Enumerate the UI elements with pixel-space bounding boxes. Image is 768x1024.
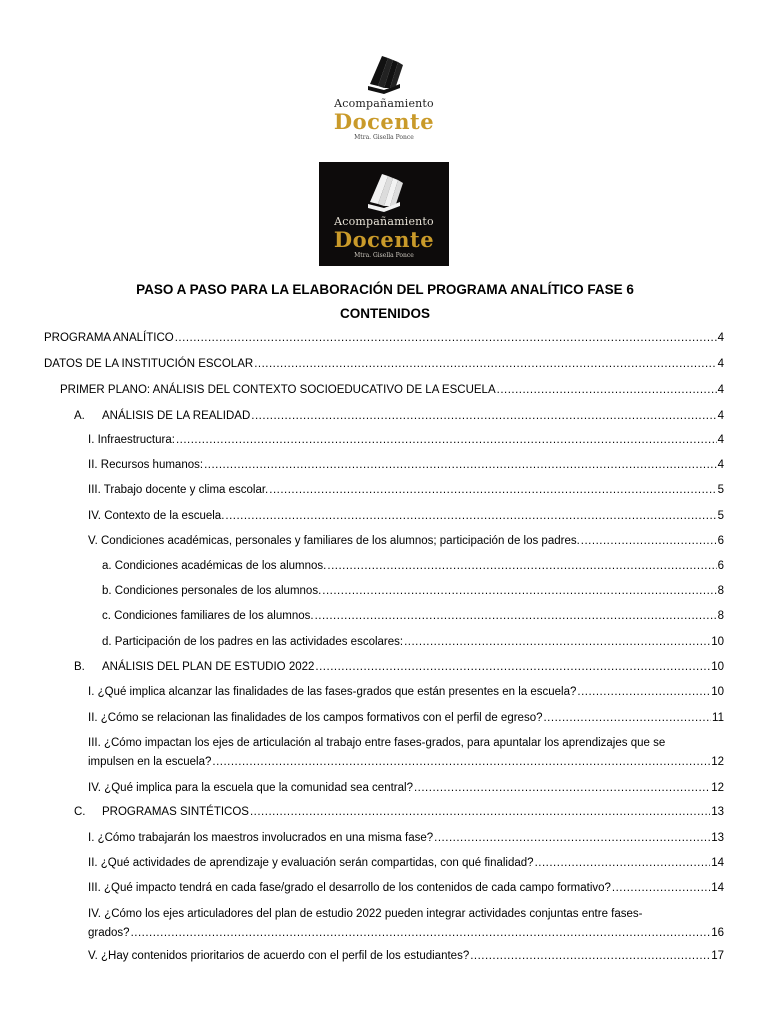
title-line1: PASO A PASO PARA LA ELABORACIÓN DEL PROGRAMA ANALÍTICO FASE 6 (136, 282, 634, 297)
toc-entry[interactable] (88, 880, 724, 896)
toc-entry-text: c. Condiciones familiares de los alumnos. (102, 610, 314, 622)
toc-entry[interactable] (102, 558, 724, 574)
toc-leader (315, 608, 717, 624)
toc-page-number: 14 (711, 882, 724, 894)
toc-entry[interactable] (88, 710, 724, 726)
toc-leader (470, 948, 710, 964)
toc-entry[interactable] (88, 432, 724, 448)
toc-page-number: 4 (717, 459, 724, 471)
toc-page-number: 4 (717, 332, 724, 344)
toc-entry-text: PROGRAMAS SINTÉTICOS (102, 806, 249, 818)
toc-leader (322, 583, 716, 599)
toc-entry[interactable] (88, 457, 724, 473)
toc-leader (176, 432, 717, 448)
toc-entry[interactable] (74, 804, 724, 820)
logo-line3: Mtra. Gisella Ponce (354, 134, 414, 141)
toc-entry-text: d. Participación de los padres en las actividades escolares: (102, 636, 404, 648)
book-icon (358, 50, 410, 96)
toc-entry[interactable] (60, 382, 724, 398)
toc-entry-text: II. Recursos humanos: (88, 459, 204, 471)
toc-section-marker: A. (74, 410, 85, 422)
toc-page-number: 4 (717, 358, 724, 370)
toc-entry-text: I. ¿Qué implica alcanzar las finalidades de las fases-grados que están presentes en la escuela? (88, 686, 577, 698)
toc-page-number: 13 (711, 832, 724, 844)
toc-entry-text: I. ¿Cómo trabajarán los maestros involucrados en una misma fase? (88, 832, 434, 844)
toc-page-number: 17 (711, 950, 724, 962)
toc-entry-text: III. ¿Cómo impactan los ejes de articulación al trabajo entre fases-grados, para apuntalar los aprendizajes que se (88, 737, 666, 749)
toc-entry-text-continued: grados? (88, 927, 130, 939)
toc-entry-text: ANÁLISIS DEL PLAN DE ESTUDIO 2022 (102, 661, 315, 673)
toc-leader (577, 684, 710, 700)
toc-entry[interactable] (88, 780, 724, 796)
toc-entry-text: V. ¿Hay contenidos prioritarios de acuerdo con el perfil de los estudiantes? (88, 950, 470, 962)
toc-entry[interactable] (88, 855, 724, 871)
toc-page-number: 10 (711, 636, 724, 648)
toc-entry-text-continued: impulsen en la escuela? (88, 756, 212, 768)
toc-page-number: 5 (717, 484, 724, 496)
toc-page-number: 14 (711, 857, 724, 869)
logo-light (319, 46, 449, 154)
toc-entry-text: III. ¿Qué impacto tendrá en cada fase/grado el desarrollo de los contenidos de cada campo formativo? (88, 882, 611, 894)
toc-entry[interactable] (88, 735, 724, 770)
toc-page-number: 5 (717, 510, 724, 522)
logo-line2: Docente (333, 227, 435, 252)
logo-line3: Mtra. Gisella Ponce (354, 252, 414, 259)
toc-page-number: 10 (711, 686, 724, 698)
toc-leader (269, 482, 716, 498)
toc-entry-text: DATOS DE LA INSTITUCIÓN ESCOLAR (44, 358, 254, 370)
toc-entry-text: PROGRAMA ANALÍTICO (44, 332, 174, 344)
toc-entry[interactable] (102, 583, 724, 599)
toc-entry[interactable] (88, 482, 724, 498)
toc-page-number: 6 (717, 560, 724, 572)
toc-entry[interactable] (44, 330, 724, 346)
toc-entry-text: PRIMER PLANO: ANÁLISIS DEL CONTEXTO SOCIOEDUCATIVO DE LA ESCUELA (60, 384, 496, 396)
toc-entry-text: V. Condiciones académicas, personales y familiares de los alumnos; participación de los padres. (88, 535, 580, 547)
toc-entry[interactable] (88, 948, 724, 964)
toc-leader (212, 754, 710, 770)
toc-page-number: 8 (717, 585, 724, 597)
toc-leader (204, 457, 717, 473)
toc-page-number: 12 (711, 782, 724, 794)
toc-section-marker: B. (74, 661, 85, 673)
toc-leader (251, 408, 716, 424)
toc-leader (535, 855, 711, 871)
book-icon (358, 168, 410, 214)
toc-leader (225, 508, 716, 524)
toc-page-number: 16 (711, 927, 724, 939)
toc-leader (543, 710, 711, 726)
toc-leader (315, 659, 710, 675)
toc-leader (250, 804, 710, 820)
toc-entry[interactable] (88, 508, 724, 524)
toc-entry-text: a. Condiciones académicas de los alumnos. (102, 560, 327, 572)
toc-entry-text: III. Trabajo docente y clima escolar. (88, 484, 269, 496)
toc-entry-text: II. ¿Cómo se relacionan las finalidades de los campos formativos con el perfil de egreso? (88, 712, 543, 724)
toc-entry[interactable] (88, 906, 724, 941)
logo-line1: Acompañamiento (334, 215, 434, 228)
toc-entry-text: IV. ¿Cómo los ejes articuladores del plan de estudio 2022 pueden integrar actividades conjuntas entre fases- (88, 908, 643, 920)
toc-page-number: 4 (717, 434, 724, 446)
toc-page-number: 6 (717, 535, 724, 547)
toc-entry-text: II. ¿Qué actividades de aprendizaje y evaluación serán compartidas, con qué finalidad? (88, 857, 534, 869)
toc-entry[interactable] (102, 608, 724, 624)
toc-leader (434, 830, 710, 846)
toc-entry-text: IV. ¿Qué implica para la escuela que la comunidad sea central? (88, 782, 413, 794)
toc-entry-text: IV. Contexto de la escuela. (88, 510, 225, 522)
toc-page-number: 13 (711, 806, 724, 818)
toc-entry[interactable] (44, 356, 724, 372)
toc-leader (131, 925, 711, 941)
logo-line1: Acompañamiento (334, 97, 434, 110)
toc-entry-text: ANÁLISIS DE LA REALIDAD (102, 410, 251, 422)
document-title (40, 278, 730, 326)
toc-page-number: 4 (717, 384, 724, 396)
toc-leader (414, 780, 710, 796)
toc-entry[interactable] (88, 830, 724, 846)
toc-leader (404, 634, 710, 650)
toc-page-number: 4 (717, 410, 724, 422)
toc-page-number: 8 (717, 610, 724, 622)
toc-page-number: 10 (711, 661, 724, 673)
toc-entry-text: b. Condiciones personales de los alumnos. (102, 585, 322, 597)
title-line2: CONTENIDOS (339, 306, 430, 321)
toc-entry[interactable] (88, 684, 724, 700)
logo-dark (319, 162, 449, 266)
toc-page-number: 12 (711, 756, 724, 768)
toc-leader (497, 382, 717, 398)
toc-entry-text: I. Infraestructura: (88, 434, 175, 446)
logo-line2: Docente (333, 109, 435, 134)
toc-leader (581, 533, 717, 549)
toc-leader (612, 880, 710, 896)
toc-entry[interactable] (102, 634, 724, 650)
toc-entry[interactable] (74, 408, 724, 424)
toc-entry[interactable] (74, 659, 724, 675)
toc-leader (254, 356, 716, 372)
toc-leader (175, 330, 717, 346)
toc-entry[interactable] (88, 533, 724, 549)
toc-leader (327, 558, 716, 574)
toc-page-number: 11 (712, 712, 724, 724)
toc-section-marker: C. (74, 806, 86, 818)
